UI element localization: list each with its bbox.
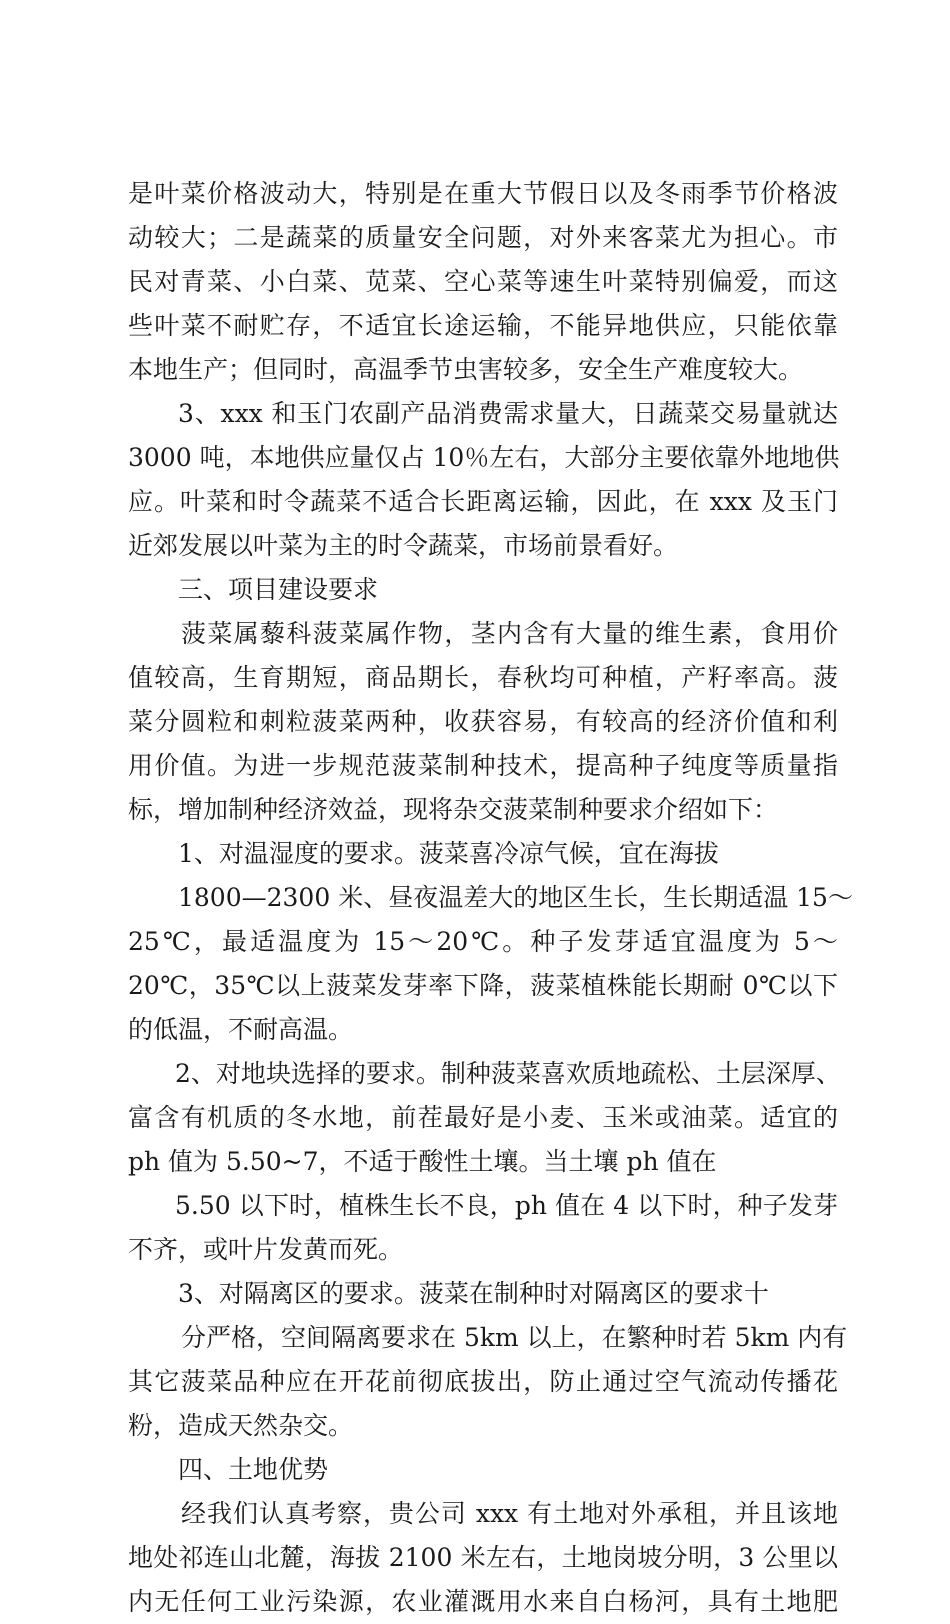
text-line: 用价值。为进一步规范菠菜制种技术，提高种子纯度等质量指 <box>128 751 838 780</box>
text-line: 些叶菜不耐贮存，不适宜长途运输，不能异地供应，只能依靠 <box>128 311 838 340</box>
text-line: 1、对温湿度的要求。菠菜喜冷凉气候，宜在海拔 <box>178 839 719 868</box>
text-line: 25℃，最适温度为 15～20℃。种子发芽适宜温度为 5～ <box>128 927 838 956</box>
text-line: 粉，造成天然杂交。 <box>128 1411 354 1440</box>
text-line: 菜分圆粒和刺粒菠菜两种，收获容易，有较高的经济价值和利 <box>128 707 838 736</box>
text-line: 是叶菜价格波动大，特别是在重大节假日以及冬雨季节价格波 <box>128 179 838 208</box>
text-line: 近郊发展以叶菜为主的时令蔬菜，市场前景看好。 <box>128 531 679 560</box>
document-body <box>128 172 853 1624</box>
text-line: 本地生产；但同时，高温季节虫害较多，安全生产难度较大。 <box>128 355 804 384</box>
text-line: 其它菠菜品种应在开花前彻底拔出，防止通过空气流动传播花 <box>128 1367 838 1396</box>
text-line: 富含有机质的冬水地，前茬最好是小麦、玉米或油菜。适宜的 <box>128 1103 838 1132</box>
text-line: 民对青菜、小白菜、苋菜、空心菜等速生叶菜特别偏爱，而这 <box>128 267 838 296</box>
text-line: 菠菜属藜科菠菜属作物，茎内含有大量的维生素，食用价 <box>181 619 838 648</box>
text-line: 标，增加制种经济效益，现将杂交菠菜制种要求介绍如下： <box>128 795 779 824</box>
text-line: 分严格，空间隔离要求在 5km 以上，在繁种时若 5km 内有 <box>181 1323 848 1352</box>
text-line: 3、xxx 和玉门农副产品消费需求量大，日蔬菜交易量就达 <box>178 399 838 428</box>
text-line: 1800—2300 米、昼夜温差大的地区生长，生长期适温 15～ <box>178 883 853 912</box>
section-heading: 三、项目建设要求 <box>178 575 379 604</box>
text-line: 3、对隔离区的要求。菠菜在制种时对隔离区的要求十 <box>178 1279 769 1308</box>
text-line: 应。叶菜和时令蔬菜不适合长距离运输，因此，在 xxx 及玉门 <box>128 487 838 516</box>
text-line: 的低温，不耐高温。 <box>128 1015 354 1044</box>
text-line: 动较大；二是蔬菜的质量安全问题，对外来客菜尤为担心。市 <box>128 223 838 252</box>
text-line: 5.50 以下时，植株生长不良，ph 值在 4 以下时，种子发芽 <box>175 1191 838 1220</box>
section-heading: 四、土地优势 <box>178 1455 329 1484</box>
text-line: 内无任何工业污染源，农业灌溉用水来自白杨河，具有土地肥 <box>128 1587 838 1616</box>
text-line: 值较高，生育期短，商品期长，春秋均可种植，产籽率高。菠 <box>128 663 838 692</box>
text-line: 2、对地块选择的要求。制种菠菜喜欢质地疏松、土层深厚、 <box>175 1059 841 1088</box>
text-line: 不齐，或叶片发黄而死。 <box>128 1235 404 1264</box>
text-line: 地处祁连山北麓，海拔 2100 米左右，土地岗坡分明，3 公里以 <box>128 1543 838 1572</box>
text-line: 3000 吨，本地供应量仅占 10％左右，大部分主要依靠外地地供 <box>128 443 840 472</box>
text-line: 经我们认真考察，贵公司 xxx 有土地对外承租，并且该地 <box>181 1499 838 1528</box>
text-line: ph 值为 5.50~7，不适于酸性土壤。当土壤 ph 值在 <box>128 1147 717 1176</box>
text-line: 20℃，35℃以上菠菜发芽率下降，菠菜植株能长期耐 0℃以下 <box>128 971 838 1000</box>
